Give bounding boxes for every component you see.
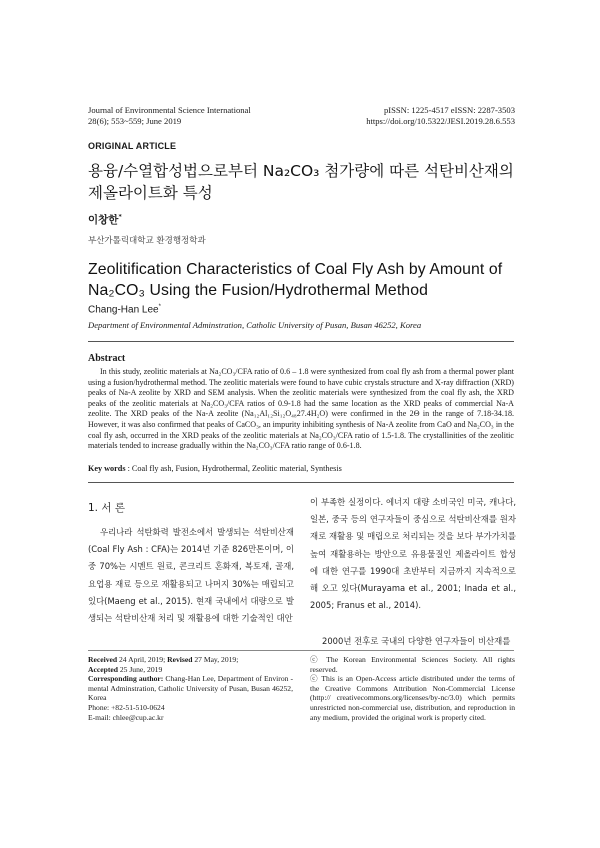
keywords-label: Key words: [88, 464, 126, 473]
korean-title-line2: 제올라이트화 특성: [88, 184, 213, 202]
korean-title: [88, 160, 528, 204]
english-author-name: Chang-Han Lee: [88, 304, 159, 316]
email[interactable]: E-mail: chlee@cup.ac.kr: [88, 712, 164, 722]
korean-title-line1: 용융/수열합성법으로부터 Na₂CO₃ 첨가량에 따른 석탄비산재의: [88, 162, 514, 180]
revised-date: 27 May, 2019;: [192, 655, 239, 664]
english-title-line1: Zeolitification Characteristics of Coal Fly Ash by Amount of: [88, 261, 503, 278]
keywords-text: : Coal fly ash, Fusion, Hydrothermal, Zeolitic material, Synthesis: [125, 464, 342, 473]
issn: pISSN: 1225-4517 eISSN: 2287-3503: [383, 105, 515, 115]
author-mark: *: [118, 213, 122, 221]
divider-top: [88, 341, 514, 342]
copyright-footnote: [310, 655, 515, 722]
korean-author-name: 이창한: [88, 214, 119, 226]
corresponding-author: [88, 674, 293, 703]
divider-bottom: [88, 482, 514, 483]
running-header-right: [300, 105, 515, 127]
revised-label: Revised: [167, 655, 193, 664]
journal-volume: 28(6); 553~559; June 2019: [88, 116, 182, 126]
english-author: [88, 304, 161, 315]
corresponding-label: Corresponding author:: [88, 674, 164, 684]
korean-affiliation: 부산가톨릭대학교 환경행정학과: [88, 236, 206, 246]
copyright-line: ⓒ The Korean Environmental Sciences Society. All rights reserved.: [310, 655, 515, 674]
accepted-label: Accepted: [88, 664, 118, 674]
accepted: [88, 665, 293, 675]
article-type: ORIGINAL ARTICLE: [88, 141, 177, 151]
article-history-footnote: [88, 655, 293, 722]
journal-name: Journal of Environmental Science International: [88, 105, 251, 115]
doi-link[interactable]: https://doi.org/10.5322/JESI.2019.28.6.553: [366, 116, 515, 126]
author-mark-en: *: [158, 304, 161, 310]
phone: Phone: +82-51-510-0624: [88, 702, 165, 712]
received-label: Received: [88, 655, 118, 664]
license-text: ⓒ This is an Open-Access article distributed under the terms of the Creative Commons Attribution Non-Commercial License (http:// creativecommons.org/licenses/by-nc/3.0) which permits unrestricted non-commercial use, distribution, and reproduction in any medium, provided the original work is properly cited.: [310, 674, 515, 722]
abstract-heading: Abstract: [88, 353, 126, 364]
korean-author: [88, 212, 122, 227]
keywords: [88, 464, 514, 473]
abstract-text: In this study, zeolitic materials at Na₂CO₃/CFA ratio of 0.6 – 1.8 were synthesized from coal fly ash from a thermal power plant using a fusion/hydrothermal method. The zeolitic materials were found to have cubic crystals structure and X-ray diffraction (XRD) peaks of Na-A zeolite by XRD and SEM analysis. When the zeolitic materials were synthesized from the coal fly ash, the XRD peaks of the zeolitic materials at Na₂CO₃/CFA ratios of 0.9-1.8 had the same location as the XRD peaks of commercial Na-A zeolite. The XRD peaks of the Na-A zeolite (Na₁₂Al₁₂Si₁₂O₄₈27.4H₂O) were confirmed in the 2Θ in the range of 7.18-34.18. However, it was also confirmed that peaks of CaCO₃, an impurity inhibiting synthesis of Na-A zeolite from CaO and Na₂CO₃ in the coal fly ash, occurred in the XRD peaks of the zeolitic materials at Na₂CO₃/CFA ratio of 1.5-1.8. The crystallinities of the zeolitic materials tended to increase gradually within the Na₂CO₃/CFA ratio range of 0.6-1.8.: [88, 367, 514, 451]
footnote-divider: [88, 650, 514, 651]
body-right-paragraph-1: 이 부족한 실정이다. 에너지 대량 소비국인 미국, 캐나다, 일본, 중국 등의 연구자들이 중심으로 석탄비산재를 원자재로 재활용 및 매립으로 처리되는 것을 보다 부가가치를 높여 재활용하는 방안으로 유용물질인 제올라이트 합성에 대한 연구를 1990대 초반부터 지금까지 지속적으로 해 오고 있다(Murayama et al., 2001; Inada et al., 2005; Franus et al., 2014).: [310, 497, 516, 611]
received-revised: [88, 655, 293, 665]
english-title-line2: Na₂CO₃ Using the Fusion/Hydrothermal Method: [88, 282, 428, 299]
received-date: 24 April, 2019;: [117, 655, 168, 664]
english-title: [88, 259, 528, 301]
accepted-date: 25 June, 2019: [117, 664, 163, 674]
body-right-paragraph-2: 2000년 전후로 국내의 다양한 연구자들이 비산재를: [322, 636, 511, 646]
body-left-column: 우리나라 석탄화력 발전소에서 발생되는 석탄비산재(Coal Fly Ash : CFA)는 2014년 기준 826만톤이며, 이중 70%는 시멘트 원료, 콘크리트 혼화재, 복토재, 골재, 요업용 재료 등으로 재활용되고 나머지 30%는 매립되고 있다(Maeng et al., 2015). 현재 국내에서 대량으로 발생되는 석탄비산재 처리 및 재활용에 대한 기술적인 대안: [88, 527, 294, 624]
english-affiliation: Department of Environmental Adminstration, Catholic University of Pusan, Busan 46252, Korea: [88, 320, 422, 330]
corresponding-text: Chang-Han Lee, Department of Environ -mental Adminstration, Catholic University of Pusan, Busan 46252, Korea: [88, 674, 293, 703]
section-heading: 1. 서 론: [88, 502, 125, 514]
